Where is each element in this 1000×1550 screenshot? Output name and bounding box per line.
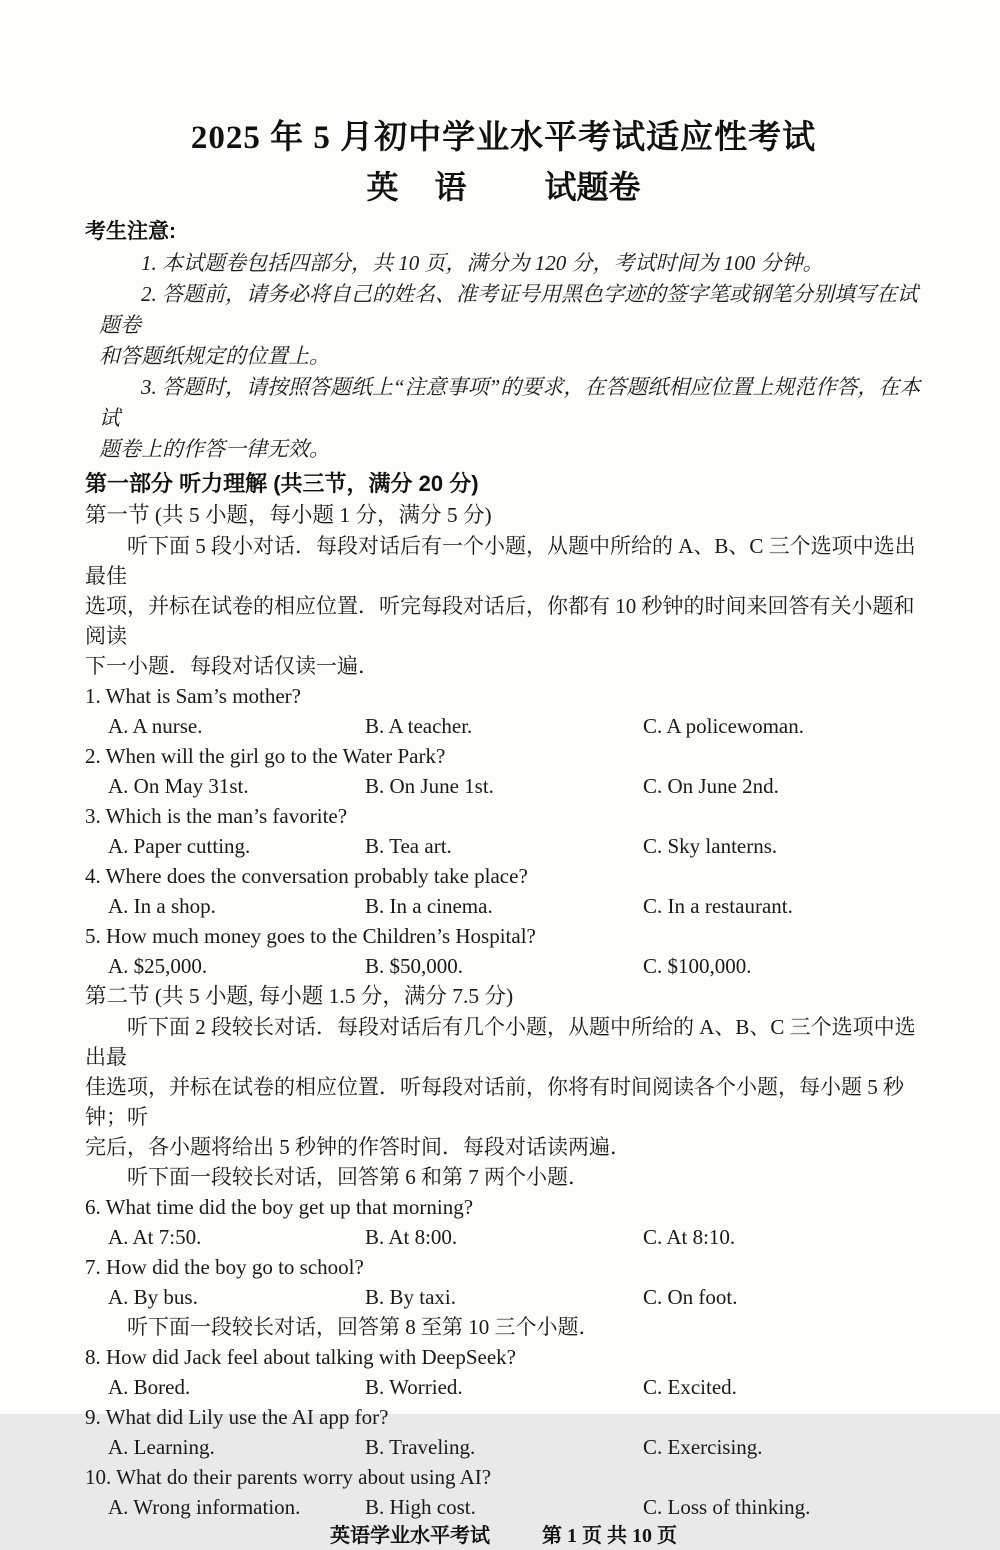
- question-4-text: 4. Where does the conversation probably take place?: [85, 864, 528, 888]
- question-8-options: [85, 1372, 922, 1402]
- question-6-option-c: C. At 8:10.: [643, 1225, 736, 1249]
- footer-exam-name: 英语学业水平考试: [330, 1525, 490, 1547]
- section1-instruction-line-2: 选项，并标在试卷的相应位置．听完每段对话后，你都有 10 秒钟的时间来回答有关小题和阅读: [85, 594, 915, 648]
- question-1-text: 1. What is Sam’s mother?: [85, 684, 301, 708]
- notice-item-3-line-1: 3. 答题时，请按照答题纸上“注意事项”的要求，在答题纸相应位置上规范作答，在本试: [99, 375, 921, 430]
- section2-instruction-line-2: 佳选项，并标在试卷的相应位置．听每段对话前，你将有时间阅读各个小题，每小题 5 秒钟；听: [85, 1075, 904, 1129]
- section1-instruction-line-1: 听下面 5 段小对话．每段对话后有一个小题，从题中所给的 A、B、C 三个选项中选出最佳: [85, 534, 916, 588]
- question-8-option-a: A. Bored.: [108, 1375, 191, 1399]
- page-footer: [85, 1522, 922, 1550]
- paper-subtitle: [85, 164, 922, 210]
- section2-instruction-line-3: 完后，各小题将给出 5 秒钟的作答时间．每段对话读两遍．: [85, 1135, 631, 1159]
- question-10-option-b: B. High cost.: [365, 1495, 476, 1519]
- question-4-option-c: C. In a restaurant.: [643, 894, 793, 918]
- section1-instruction-line-3: 下一小题．每段对话仅读一遍．: [85, 654, 379, 678]
- question-5-options: [85, 951, 922, 981]
- question-4-option-b: B. In a cinema.: [365, 894, 493, 918]
- question-7-text: 7. How did the boy go to school?: [85, 1255, 364, 1279]
- question-9-option-a: A. Learning.: [108, 1435, 215, 1459]
- question-10-text: 10. What do their parents worry about using AI?: [85, 1465, 492, 1489]
- question-4-options: [85, 891, 922, 921]
- question-1-option-b: B. A teacher.: [365, 714, 473, 738]
- dialog1-prompt: 听下面一段较长对话，回答第 6 和第 7 两个小题．: [127, 1165, 589, 1189]
- question-1-options: [85, 711, 922, 741]
- question-10-options: [85, 1492, 922, 1522]
- question-2-text: 2. When will the girl go to the Water Park?: [85, 744, 446, 768]
- question-7-option-b: B. By taxi.: [365, 1285, 457, 1309]
- question-3-text: 3. Which is the man’s favorite?: [85, 804, 348, 828]
- notice-item-3-line-2: 题卷上的作答一律无效。: [99, 437, 330, 461]
- question-2-option-a: A. On May 31st.: [108, 774, 249, 798]
- question-7-option-a: A. By bus.: [108, 1285, 198, 1309]
- question-6-option-a: A. At 7:50.: [108, 1225, 202, 1249]
- notice-item-2-line-1: 2. 答题前，请务必将自己的姓名、准考证号用黑色字迹的签字笔或钢笔分别填写在试题卷: [99, 282, 918, 337]
- question-1-option-a: A. A nurse.: [108, 714, 203, 738]
- part1-heading: 第一部分 听力理解 (共三节，满分 20 分): [85, 471, 479, 496]
- question-6-options: [85, 1222, 922, 1252]
- question-9-text: 9. What did Lily use the AI app for?: [85, 1405, 389, 1429]
- question-6-option-b: B. At 8:00.: [365, 1225, 458, 1249]
- page-title: 2025 年 5 月初中学业水平考试适应性考试: [190, 120, 817, 156]
- notice-item-1: 1. 本试题卷包括四部分，共 10 页，满分为 120 分，考试时间为 100 分钟。: [141, 251, 824, 275]
- question-3-option-b: B. Tea art.: [365, 834, 452, 858]
- question-7-option-c: C. On foot.: [643, 1285, 738, 1309]
- question-5-option-a: A. $25,000.: [108, 954, 208, 978]
- question-5-text: 5. How much money goes to the Children’s Hospital?: [85, 924, 536, 948]
- subject-title: 英 语: [366, 169, 481, 205]
- question-10-option-c: C. Loss of thinking.: [643, 1495, 811, 1519]
- notice-heading: 考生注意:: [85, 220, 176, 243]
- question-8-option-b: B. Worried.: [365, 1375, 463, 1399]
- notice-item-2-line-2: 和答题纸规定的位置上。: [99, 344, 330, 368]
- section1-heading: 第一节 (共 5 小题，每小题 1 分，满分 5 分): [85, 503, 492, 527]
- question-3-option-c: C. Sky lanterns.: [643, 834, 778, 858]
- question-10-option-a: A. Wrong information.: [108, 1495, 301, 1519]
- paper-type-label: 试题卷: [544, 169, 641, 205]
- question-5-option-c: C. $100,000.: [643, 954, 752, 978]
- section2-heading: 第二节 (共 5 小题, 每小题 1.5 分，满分 7.5 分): [85, 984, 514, 1008]
- footer-page-number: 第 1 页 共 10 页: [542, 1525, 677, 1547]
- question-8-option-c: C. Excited.: [643, 1375, 737, 1399]
- question-4-option-a: A. In a shop.: [108, 894, 216, 918]
- question-6-text: 6. What time did the boy get up that morning?: [85, 1195, 474, 1219]
- question-3-options: [85, 831, 922, 861]
- question-3-option-a: A. Paper cutting.: [108, 834, 251, 858]
- question-9-option-c: C. Exercising.: [643, 1435, 763, 1459]
- section2-instruction-line-1: 听下面 2 段较长对话．每段对话后有几个小题，从题中所给的 A、B、C 三个选项中选出最: [85, 1015, 916, 1069]
- question-9-option-b: B. Traveling.: [365, 1435, 476, 1459]
- question-9-options: [85, 1432, 922, 1462]
- question-8-text: 8. How did Jack feel about talking with DeepSeek?: [85, 1345, 516, 1369]
- question-1-option-c: C. A policewoman.: [643, 714, 804, 738]
- question-2-option-b: B. On June 1st.: [365, 774, 494, 798]
- dialog2-prompt: 听下面一段较长对话，回答第 8 至第 10 三个小题．: [127, 1315, 600, 1339]
- question-7-options: [85, 1282, 922, 1312]
- question-2-options: [85, 771, 922, 801]
- question-5-option-b: B. $50,000.: [365, 954, 464, 978]
- question-2-option-c: C. On June 2nd.: [643, 774, 779, 798]
